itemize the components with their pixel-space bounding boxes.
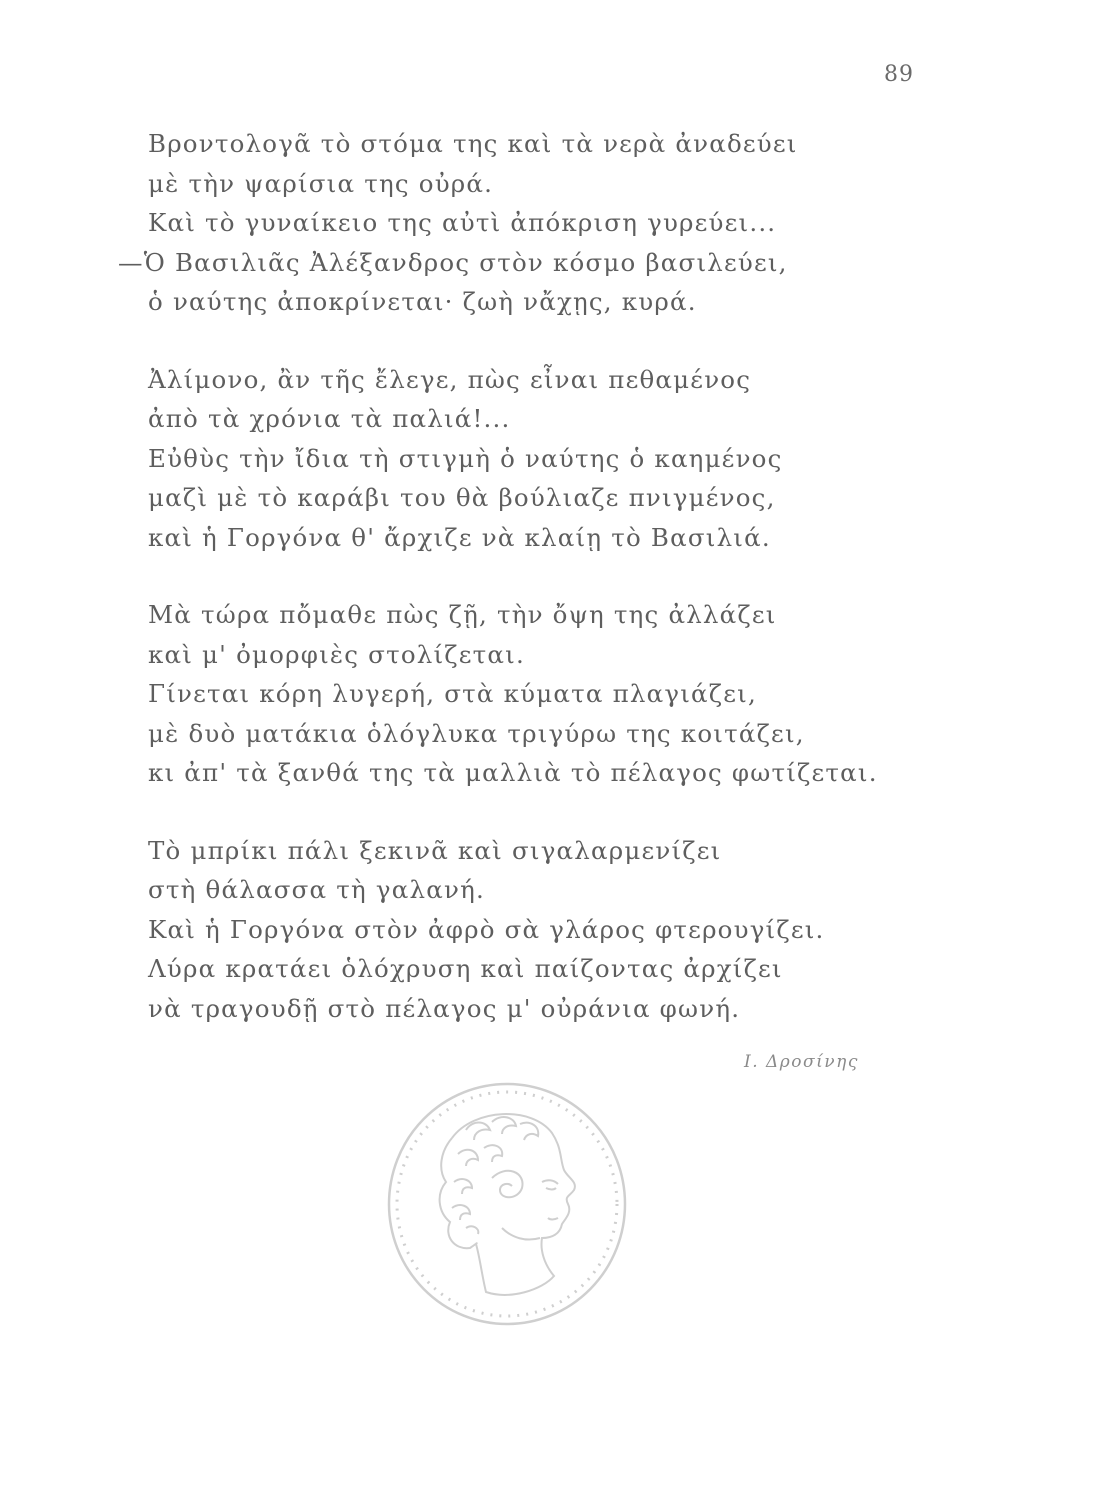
poem-line: Βροντολογᾶ τὸ στόμα της καὶ τὰ νερὰ ἀναδεύει [148, 129, 798, 158]
poem-line: Λύρα κρατάει ὁλόχρυση καὶ παίζοντας ἀρχίζει [148, 954, 783, 983]
poem-line: στὴ θάλασσα τὴ γαλανή. [148, 875, 485, 904]
alexander-coin-icon [382, 1078, 632, 1328]
stanza-4 [148, 831, 888, 1029]
poem-line: Εὐθὺς τὴν ἴδια τὴ στιγμὴ ὁ ναύτης ὁ καημένος [148, 443, 783, 473]
poem-line: Καὶ ἡ Γοργόνα στὸν ἀφρὸ σὰ γλάρος φτερουγίζει. [148, 914, 825, 944]
poem-line: καὶ ἡ Γοργόνα θ' ἄρχιζε νὰ κλαίῃ τὸ Βασιλιά. [148, 522, 771, 552]
poem-line: καὶ μ' ὀμορφιὲς στολίζεται. [148, 639, 525, 669]
poem-line: μὲ τὴν ψαρίσια της οὐρά. [148, 168, 494, 198]
stanza-1 [118, 124, 888, 322]
poem-line: ὁ ναύτης ἀποκρίνεται· ζωὴ νἄχῃς, κυρά. [148, 287, 697, 316]
poem-line: μαζὶ μὲ τὸ καράβι του θὰ βούλιαζε πνιγμένος, [148, 483, 776, 512]
poem-line: νὰ τραγουδῇ στὸ πέλαγος μ' οὐράνια φωνή. [148, 993, 741, 1023]
page-number: 89 [884, 62, 914, 87]
poem-line: κι ἀπ' τὰ ξανθά της τὰ μαλλιὰ τὸ πέλαγος φωτίζεται. [148, 758, 878, 787]
poem-line: Ἀλίμονο, ἂν τῆς ἔλεγε, πὼς εἶναι πεθαμένος [148, 364, 752, 394]
poem-line: Γίνεται κόρη λυγερή, στὰ κύματα πλαγιάζει, [148, 679, 757, 708]
stanza-3 [148, 595, 888, 793]
poem-line: ἀπὸ τὰ χρόνια τὰ παλιά!... [148, 404, 511, 433]
poem-line: μὲ δυὸ ματάκια ὁλόγλυκα τριγύρω της κοιτάζει, [148, 718, 805, 748]
poem [118, 124, 888, 1066]
author-signature: Ι. Δροσίνης [744, 1052, 859, 1072]
poem-line: Τὸ μπρίκι πάλι ξεκινᾶ καὶ σιγαλαρμενίζει [148, 835, 722, 865]
stanza-2 [148, 360, 888, 558]
poem-line: Καὶ τὸ γυναίκειο της αὐτὶ ἀπόκριση γυρεύει... [148, 208, 777, 237]
poem-line: —Ὁ Βασιλιᾶς Ἀλέξανδρος στὸν κόσμο βασιλεύει, [118, 247, 788, 277]
poem-line: Μὰ τώρα πὄμαθε πὼς ζῇ, τὴν ὄψη της ἀλλάζει [148, 600, 777, 629]
